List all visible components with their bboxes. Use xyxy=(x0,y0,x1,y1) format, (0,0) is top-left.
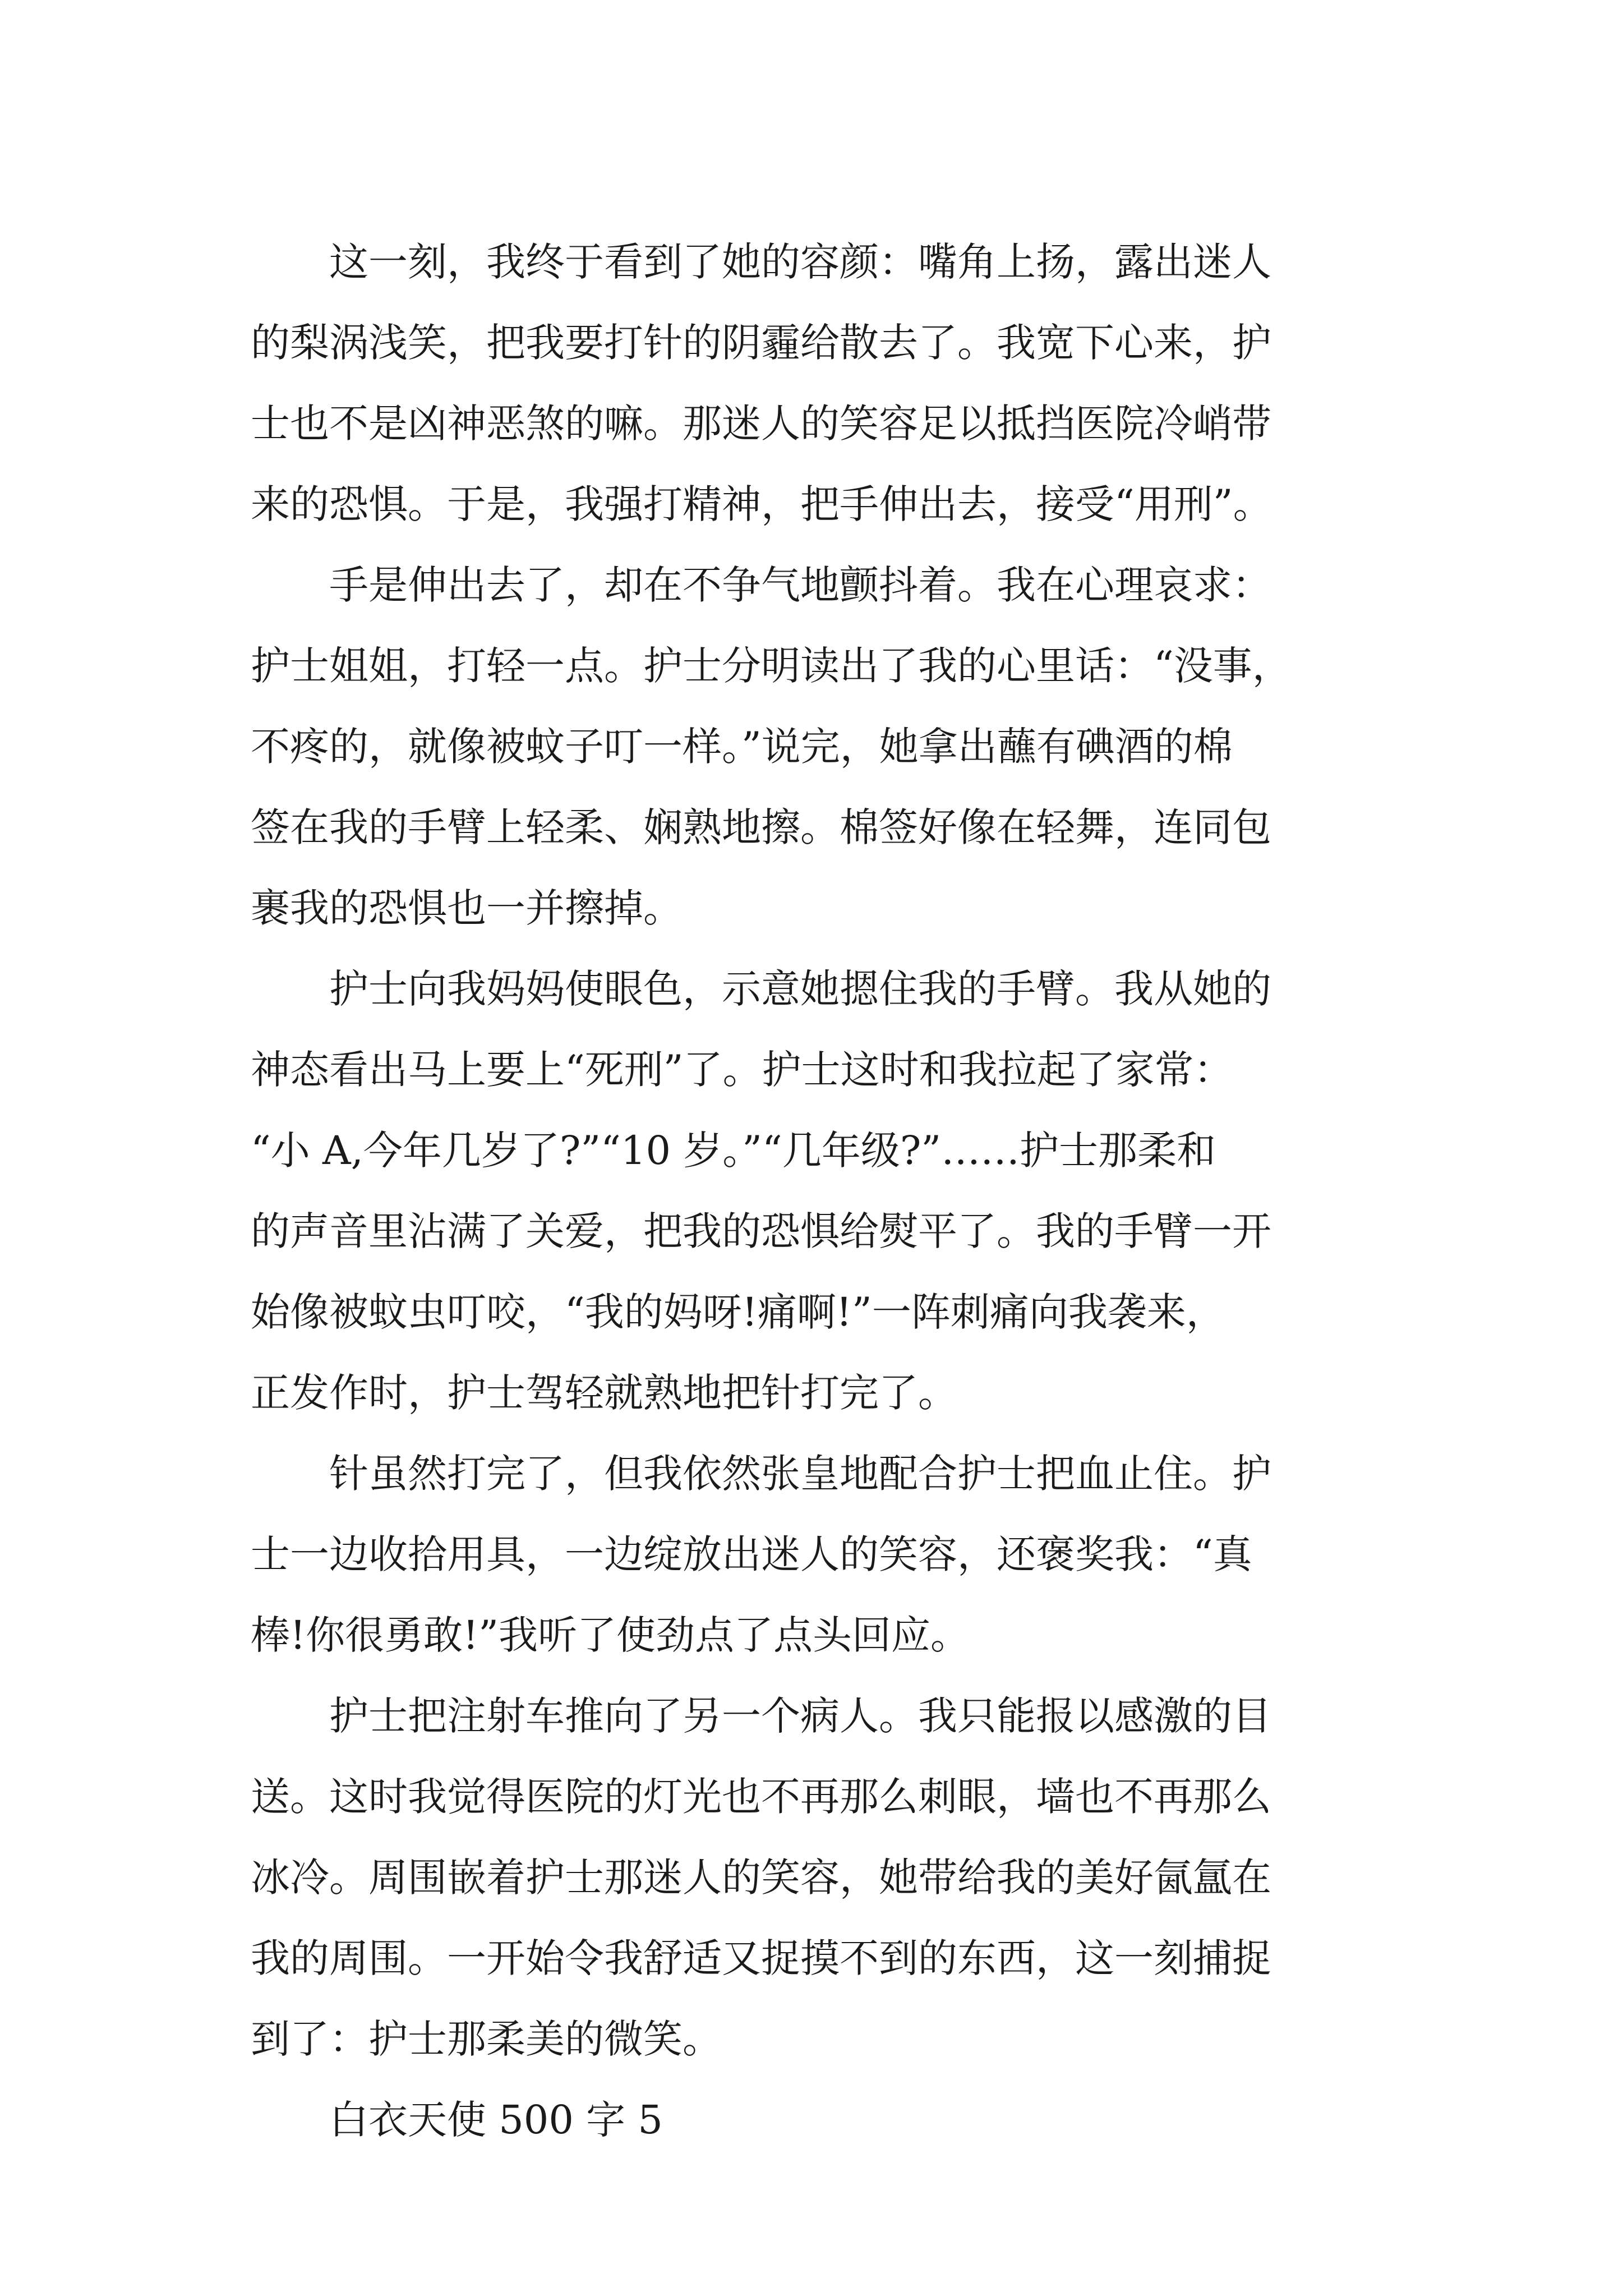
paragraph-line: 护士姐姐，打轻一点。护士分明读出了我的心里话：“没事， xyxy=(251,643,1292,689)
paragraph-line: 的梨涡浅笑，把我要打针的阴霾给散去了。我宽下心来，护 xyxy=(251,320,1271,366)
paragraph-line: “小 A,今年几岁了?”“10 岁。”“几年级?”……护士那柔和 xyxy=(251,1128,1216,1174)
paragraph-line: 护士把注射车推向了另一个病人。我只能报以感激的目 xyxy=(329,1693,1271,1739)
paragraph-line: 始像被蚊虫叮咬，“我的妈呀!痛啊!”一阵刺痛向我袭来， xyxy=(251,1289,1225,1335)
paragraph-line: 护士向我妈妈使眼色，示意她摁住我的手臂。我从她的 xyxy=(329,966,1271,1012)
paragraph-line: 正发作时，护士驾轻就熟地把针打完了。 xyxy=(251,1370,957,1416)
paragraph-line: 冰冷。周围嵌着护士那迷人的笑容，她带给我的美好氤氲在 xyxy=(251,1855,1271,1901)
paragraph-line: 来的恐惧。于是，我强打精神，把手伸出去，接受“用刑”。 xyxy=(251,481,1272,527)
paragraph-line: 这一刻，我终于看到了她的容颜：嘴角上扬，露出迷人 xyxy=(329,239,1271,285)
paragraph-4 xyxy=(251,1433,1389,1676)
paragraph-line: 不疼的，就像被蚊子叮一样。”说完，她拿出蘸有碘酒的棉 xyxy=(251,724,1233,770)
paragraph-line: 神态看出马上要上“死刑”了。护士这时和我拉起了家常： xyxy=(251,1047,1233,1093)
paragraph-line: 士一边收拾用具，一边绽放出迷人的笑容，还褒奖我：“真 xyxy=(251,1531,1252,1577)
document-body xyxy=(251,222,1389,2160)
paragraph-line: 裹我的恐惧也一并擦掉。 xyxy=(251,885,683,931)
paragraph-2 xyxy=(251,545,1389,949)
paragraph-line: 棒!你很勇敢!”我听了使劲点了点头回应。 xyxy=(251,1612,970,1658)
paragraph-line: 士也不是凶神恶煞的嘛。那迷人的笑容足以抵挡医院冷峭带 xyxy=(251,401,1271,447)
paragraph-line: 手是伸出去了，却在不争气地颤抖着。我在心理哀求： xyxy=(329,562,1271,608)
section-heading: 白衣天使 500 字 5 xyxy=(329,2097,663,2143)
paragraph-line: 送。这时我觉得医院的灯光也不再那么刺眼，墙也不再那么 xyxy=(251,1774,1271,1820)
paragraph-line: 到了：护士那柔美的微笑。 xyxy=(251,2016,722,2062)
paragraph-line: 签在我的手臂上轻柔、娴熟地擦。棉签好像在轻舞，连同包 xyxy=(251,804,1271,850)
paragraph-5 xyxy=(251,1676,1389,2079)
paragraph-line: 的声音里沾满了关爱，把我的恐惧给熨平了。我的手臂一开 xyxy=(251,1208,1271,1254)
paragraph-1 xyxy=(251,222,1389,545)
paragraph-line: 我的周围。一开始令我舒适又捉摸不到的东西，这一刻捕捉 xyxy=(251,1935,1271,1981)
paragraph-line: 针虽然打完了，但我依然张皇地配合护士把血止住。护 xyxy=(329,1451,1271,1497)
paragraph-3 xyxy=(251,949,1389,1433)
